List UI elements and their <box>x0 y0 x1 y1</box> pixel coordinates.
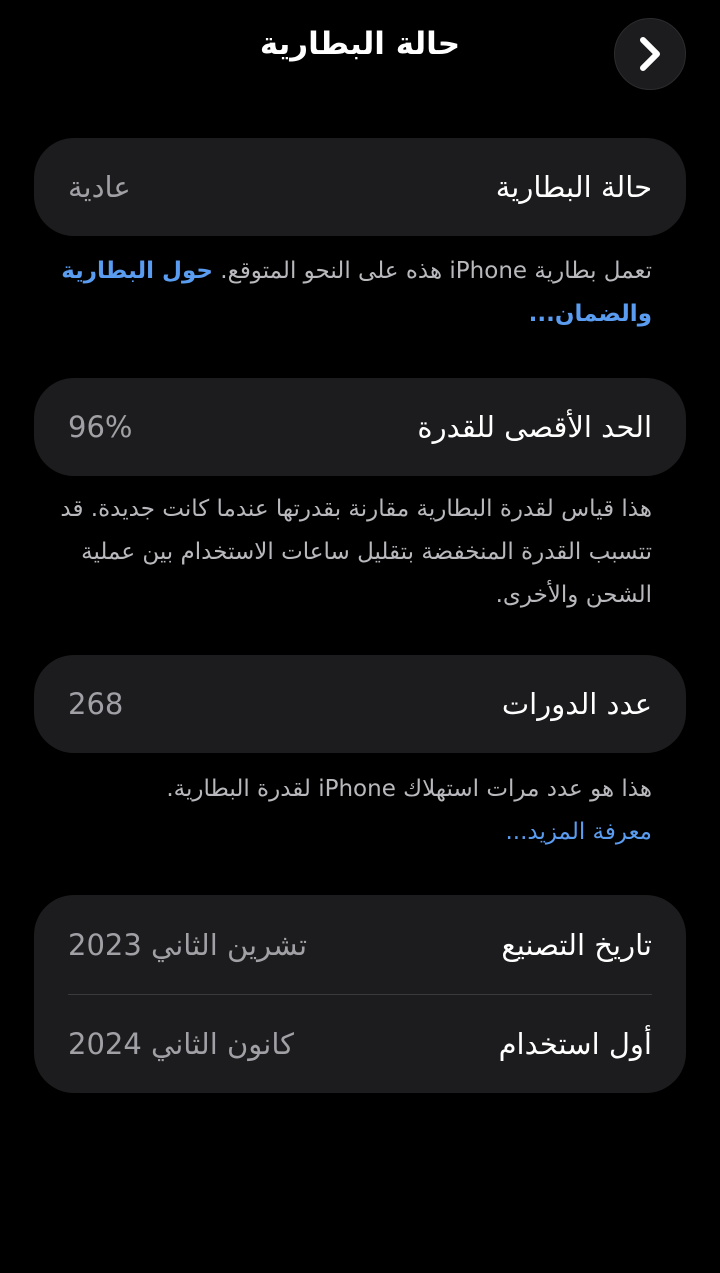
battery-condition-row <box>34 138 686 236</box>
max-capacity-label: الحد الأقصى للقدرة <box>417 410 652 444</box>
dates-card <box>34 895 686 1093</box>
battery-condition-card <box>34 138 686 236</box>
page-title: حالة البطارية <box>259 26 461 62</box>
battery-warranty-link[interactable]: حول البطارية والضمان... <box>61 258 652 327</box>
navigation-bar <box>0 0 720 110</box>
max-capacity-footer <box>60 488 652 617</box>
manufacture-date-value: تشرين الثاني 2023 <box>68 927 308 962</box>
first-use-label: أول استخدام <box>498 1027 652 1061</box>
first-use-value: كانون الثاني 2024 <box>68 1027 294 1061</box>
max-capacity-description: هذا قياس لقدرة البطارية مقارنة بقدرتها عندما كانت جديدة. قد تتسبب القدرة المنخفضة بتقليل ساعات الاستخدام بين عملية الشحن والأخرى. <box>60 496 652 608</box>
cycle-count-footer <box>60 768 652 854</box>
battery-condition-footer <box>60 250 652 336</box>
max-capacity-row <box>34 378 686 476</box>
battery-condition-label: حالة البطارية <box>495 170 652 204</box>
manufacture-date-row <box>34 895 686 994</box>
cycle-count-label: عدد الدورات <box>501 687 652 721</box>
cycle-count-description: هذا هو عدد مرات استهلاك iPhone لقدرة البطارية. <box>166 776 652 802</box>
max-capacity-card <box>34 378 686 476</box>
battery-condition-value: عادية <box>68 170 131 204</box>
learn-more-link[interactable]: معرفة المزيد... <box>505 819 652 845</box>
cycle-count-row <box>34 655 686 753</box>
cycle-count-value: 268 <box>68 687 124 721</box>
manufacture-date-label: تاريخ التصنيع <box>501 927 652 962</box>
cycle-count-card <box>34 655 686 753</box>
max-capacity-value: 96% <box>68 410 133 444</box>
battery-condition-description: تعمل بطارية iPhone هذه على النحو المتوقع. <box>212 258 652 284</box>
first-use-row <box>34 995 686 1093</box>
